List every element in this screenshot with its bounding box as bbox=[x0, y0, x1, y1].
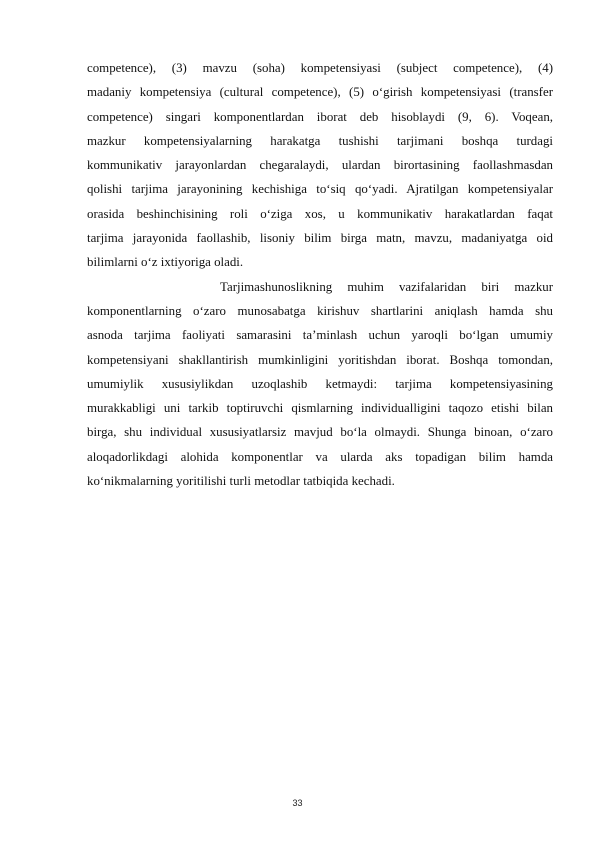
text-line: qolishi tarjima jarayonining kechishiga to‘siq qo‘yadi. Ajratilgan kompetensiyalar bbox=[87, 182, 553, 197]
paragraph-2 bbox=[87, 275, 553, 494]
text-line: Tarjimashunoslikning muhim vazifalaridan biri mazkur bbox=[220, 279, 553, 294]
text-line: aloqadorlikdagi alohida komponentlar va ularda aks topadigan bilim hamda bbox=[87, 449, 553, 464]
text-line: umumiylik xususiylikdan uzoqlashib ketmaydi: tarjima kompetensiyasining bbox=[87, 376, 553, 391]
text-line: murakkabligi uni tarkib toptiruvchi qismlarning individualligini taqozo etishi bilan bbox=[87, 401, 553, 416]
text-line: ko‘nikmalarning yoritilishi turli metodlar tatbiqida kechadi. bbox=[87, 474, 395, 489]
text-line: kompetensiyani shakllantirish mumkinligini yoritishdan iborat. Boshqa tomondan, bbox=[87, 352, 553, 367]
text-line: kommunikativ jarayonlardan chegaralaydi, ulardan birortasining faollashmasdan bbox=[87, 158, 553, 173]
paragraph-1 bbox=[87, 56, 553, 275]
text-line: komponentlarning o‘zaro munosabatga kirishuv shartlarini aniqlash hamda shu bbox=[87, 303, 553, 318]
text-line: madaniy kompetensiya (cultural competence), (5) o‘girish kompetensiyasi (transfer bbox=[87, 85, 553, 100]
text-line: bilimlarni o‘z ixtiyoriga oladi. bbox=[87, 255, 244, 270]
text-line: orasida beshinchisining roli o‘ziga xos, u kommunikativ harakatlardan faqat bbox=[87, 206, 553, 221]
text-line: competence) singari komponentlardan iborat deb hisoblaydi (9, 6). Voqean, bbox=[87, 109, 553, 124]
text-line: competence), (3) mavzu (soha) kompetensiyasi (subject competence), (4) bbox=[87, 61, 553, 75]
page-number: 33 bbox=[292, 798, 303, 808]
body-text bbox=[87, 56, 553, 493]
text-line: birga, shu individual xususiyatlarsiz mavjud bo‘la olmaydi. Shunga binoan, o‘zaro bbox=[87, 425, 553, 440]
text-line: mazkur kompetensiyalarning harakatga tushishi tarjimani boshqa turdagi bbox=[87, 133, 553, 148]
text-line: tarjima jarayonida faollashib, lisoniy bilim birga matn, mavzu, madaniyatga oid bbox=[87, 231, 553, 246]
text-line: asnoda tarjima faoliyati samarasini ta’minlash uchun yaroqli bo‘lgan umumiy bbox=[87, 328, 553, 343]
